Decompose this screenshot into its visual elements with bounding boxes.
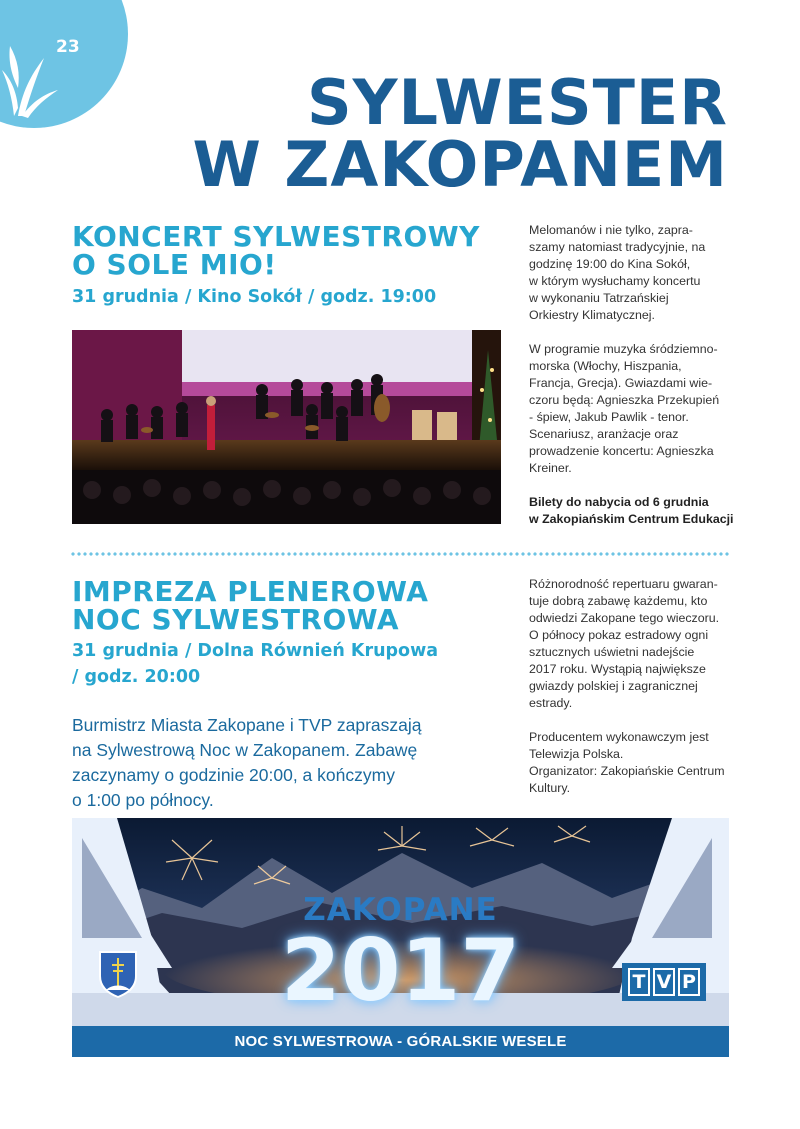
leaf-icon bbox=[0, 38, 60, 118]
tvp-letter: T bbox=[628, 968, 650, 996]
text-line: Scenariusz, aranżacje oraz bbox=[529, 427, 679, 441]
text-line: W programie muzyka śródziemno- bbox=[529, 342, 718, 356]
event-banner bbox=[72, 818, 729, 1057]
event2-intro bbox=[72, 713, 422, 813]
event1-heading-line-2: O SOLE MIO! bbox=[72, 248, 277, 281]
text-line: o 1:00 po północy. bbox=[72, 790, 214, 810]
text-line: odwiedzi Zakopane tego wieczoru. bbox=[529, 611, 720, 625]
text-line: - śpiew, Jakub Pawlik - tenor. bbox=[529, 410, 689, 424]
dotted-divider bbox=[70, 552, 730, 556]
event1-paragraph-2 bbox=[529, 341, 739, 477]
concert-photo-illustration bbox=[72, 330, 501, 524]
page-title bbox=[192, 66, 728, 201]
zakopane-logo: ZAKOPANE bbox=[303, 892, 498, 928]
text-line: sztucznych uświetni nadejście bbox=[529, 645, 695, 659]
tvp-letter: V bbox=[653, 968, 675, 996]
text-line: prowadzenie koncertu: Agnieszka bbox=[529, 444, 714, 458]
event2-paragraph-1 bbox=[529, 576, 739, 712]
text-line: w Zakopiańskim Centrum Edukacji bbox=[529, 512, 734, 526]
text-line: w wykonaniu Tatrzańskiej bbox=[529, 291, 669, 305]
title-line-2: W ZAKOPANEM bbox=[192, 128, 728, 201]
text-line: zaczynamy o godzinie 20:00, a kończymy bbox=[72, 765, 395, 785]
text-line: Organizator: Zakopiańskie Centrum bbox=[529, 764, 725, 778]
text-line: w którym wysłuchamy koncertu bbox=[529, 274, 701, 288]
event2-heading-line-1: IMPREZA PLENEROWA bbox=[72, 575, 429, 608]
text-line: 2017 roku. Wystąpią największe bbox=[529, 662, 706, 676]
event2-paragraph-2 bbox=[529, 729, 739, 797]
text-line: Różnorodność repertuaru gwaran- bbox=[529, 577, 718, 591]
text-line: estrady. bbox=[529, 696, 573, 710]
text-line: Burmistrz Miasta Zakopane i TVP zapraszają bbox=[72, 715, 422, 735]
event1-heading-line-1: KONCERT SYLWESTROWY bbox=[72, 220, 480, 253]
event1-paragraph-1 bbox=[529, 222, 739, 324]
event2-description bbox=[529, 576, 739, 814]
title-line-1: SYLWESTER bbox=[306, 66, 728, 139]
concert-photo bbox=[72, 330, 501, 524]
event2-subheading-line-2: / godz. 20:00 bbox=[72, 667, 201, 687]
text-line: Telewizja Polska. bbox=[529, 747, 624, 761]
event2-heading bbox=[72, 575, 429, 636]
event2-subheading-line-1: 31 grudnia / Dolna Równień Krupowa bbox=[72, 641, 439, 661]
event1-description bbox=[529, 222, 739, 545]
text-line: Kreiner. bbox=[529, 461, 572, 475]
text-line: Producentem wykonawczym jest bbox=[529, 730, 709, 744]
event1-subheading-line: 31 grudnia / Kino Sokół / godz. 19:00 bbox=[72, 287, 437, 307]
text-line: czoru będą: Agnieszka Przekupień bbox=[529, 393, 720, 407]
text-line: morska (Włochy, Hiszpania, bbox=[529, 359, 682, 373]
text-line: Bilety do nabycia od 6 grudnia bbox=[529, 495, 709, 509]
tvp-letter: P bbox=[678, 968, 700, 996]
event2-heading-line-2: NOC SYLWESTROWA bbox=[72, 603, 400, 636]
banner-caption: NOC SYLWESTROWA - GÓRALSKIE WESELE bbox=[234, 1033, 567, 1050]
text-line: O północy pokaz estradowy ogni bbox=[529, 628, 709, 642]
event2-subheading bbox=[72, 638, 438, 690]
text-line: na Sylwestrową Noc w Zakopanem. Zabawę bbox=[72, 740, 418, 760]
text-line: Melomanów i nie tylko, zapra- bbox=[529, 223, 693, 237]
text-line: Kultury. bbox=[529, 781, 571, 795]
page-number: 23 bbox=[56, 37, 80, 57]
event1-tickets bbox=[529, 494, 739, 528]
text-line: Francja, Grecja). Gwiazdami wie- bbox=[529, 376, 713, 390]
event1-heading bbox=[72, 220, 480, 281]
text-line: gwiazdy polskiej i zagranicznej bbox=[529, 679, 698, 693]
tvp-logo bbox=[622, 963, 706, 1001]
event1-subheading bbox=[72, 284, 436, 310]
text-line: Orkiestry Klimatycznej. bbox=[529, 308, 655, 322]
text-line: tuje dobrą zabawę każdemu, kto bbox=[529, 594, 708, 608]
text-line: szamy natomiast tradycyjnie, na bbox=[529, 240, 706, 254]
banner-year: 2017 bbox=[280, 921, 521, 1021]
text-line: godzinę 19:00 do Kina Sokół, bbox=[529, 257, 691, 271]
